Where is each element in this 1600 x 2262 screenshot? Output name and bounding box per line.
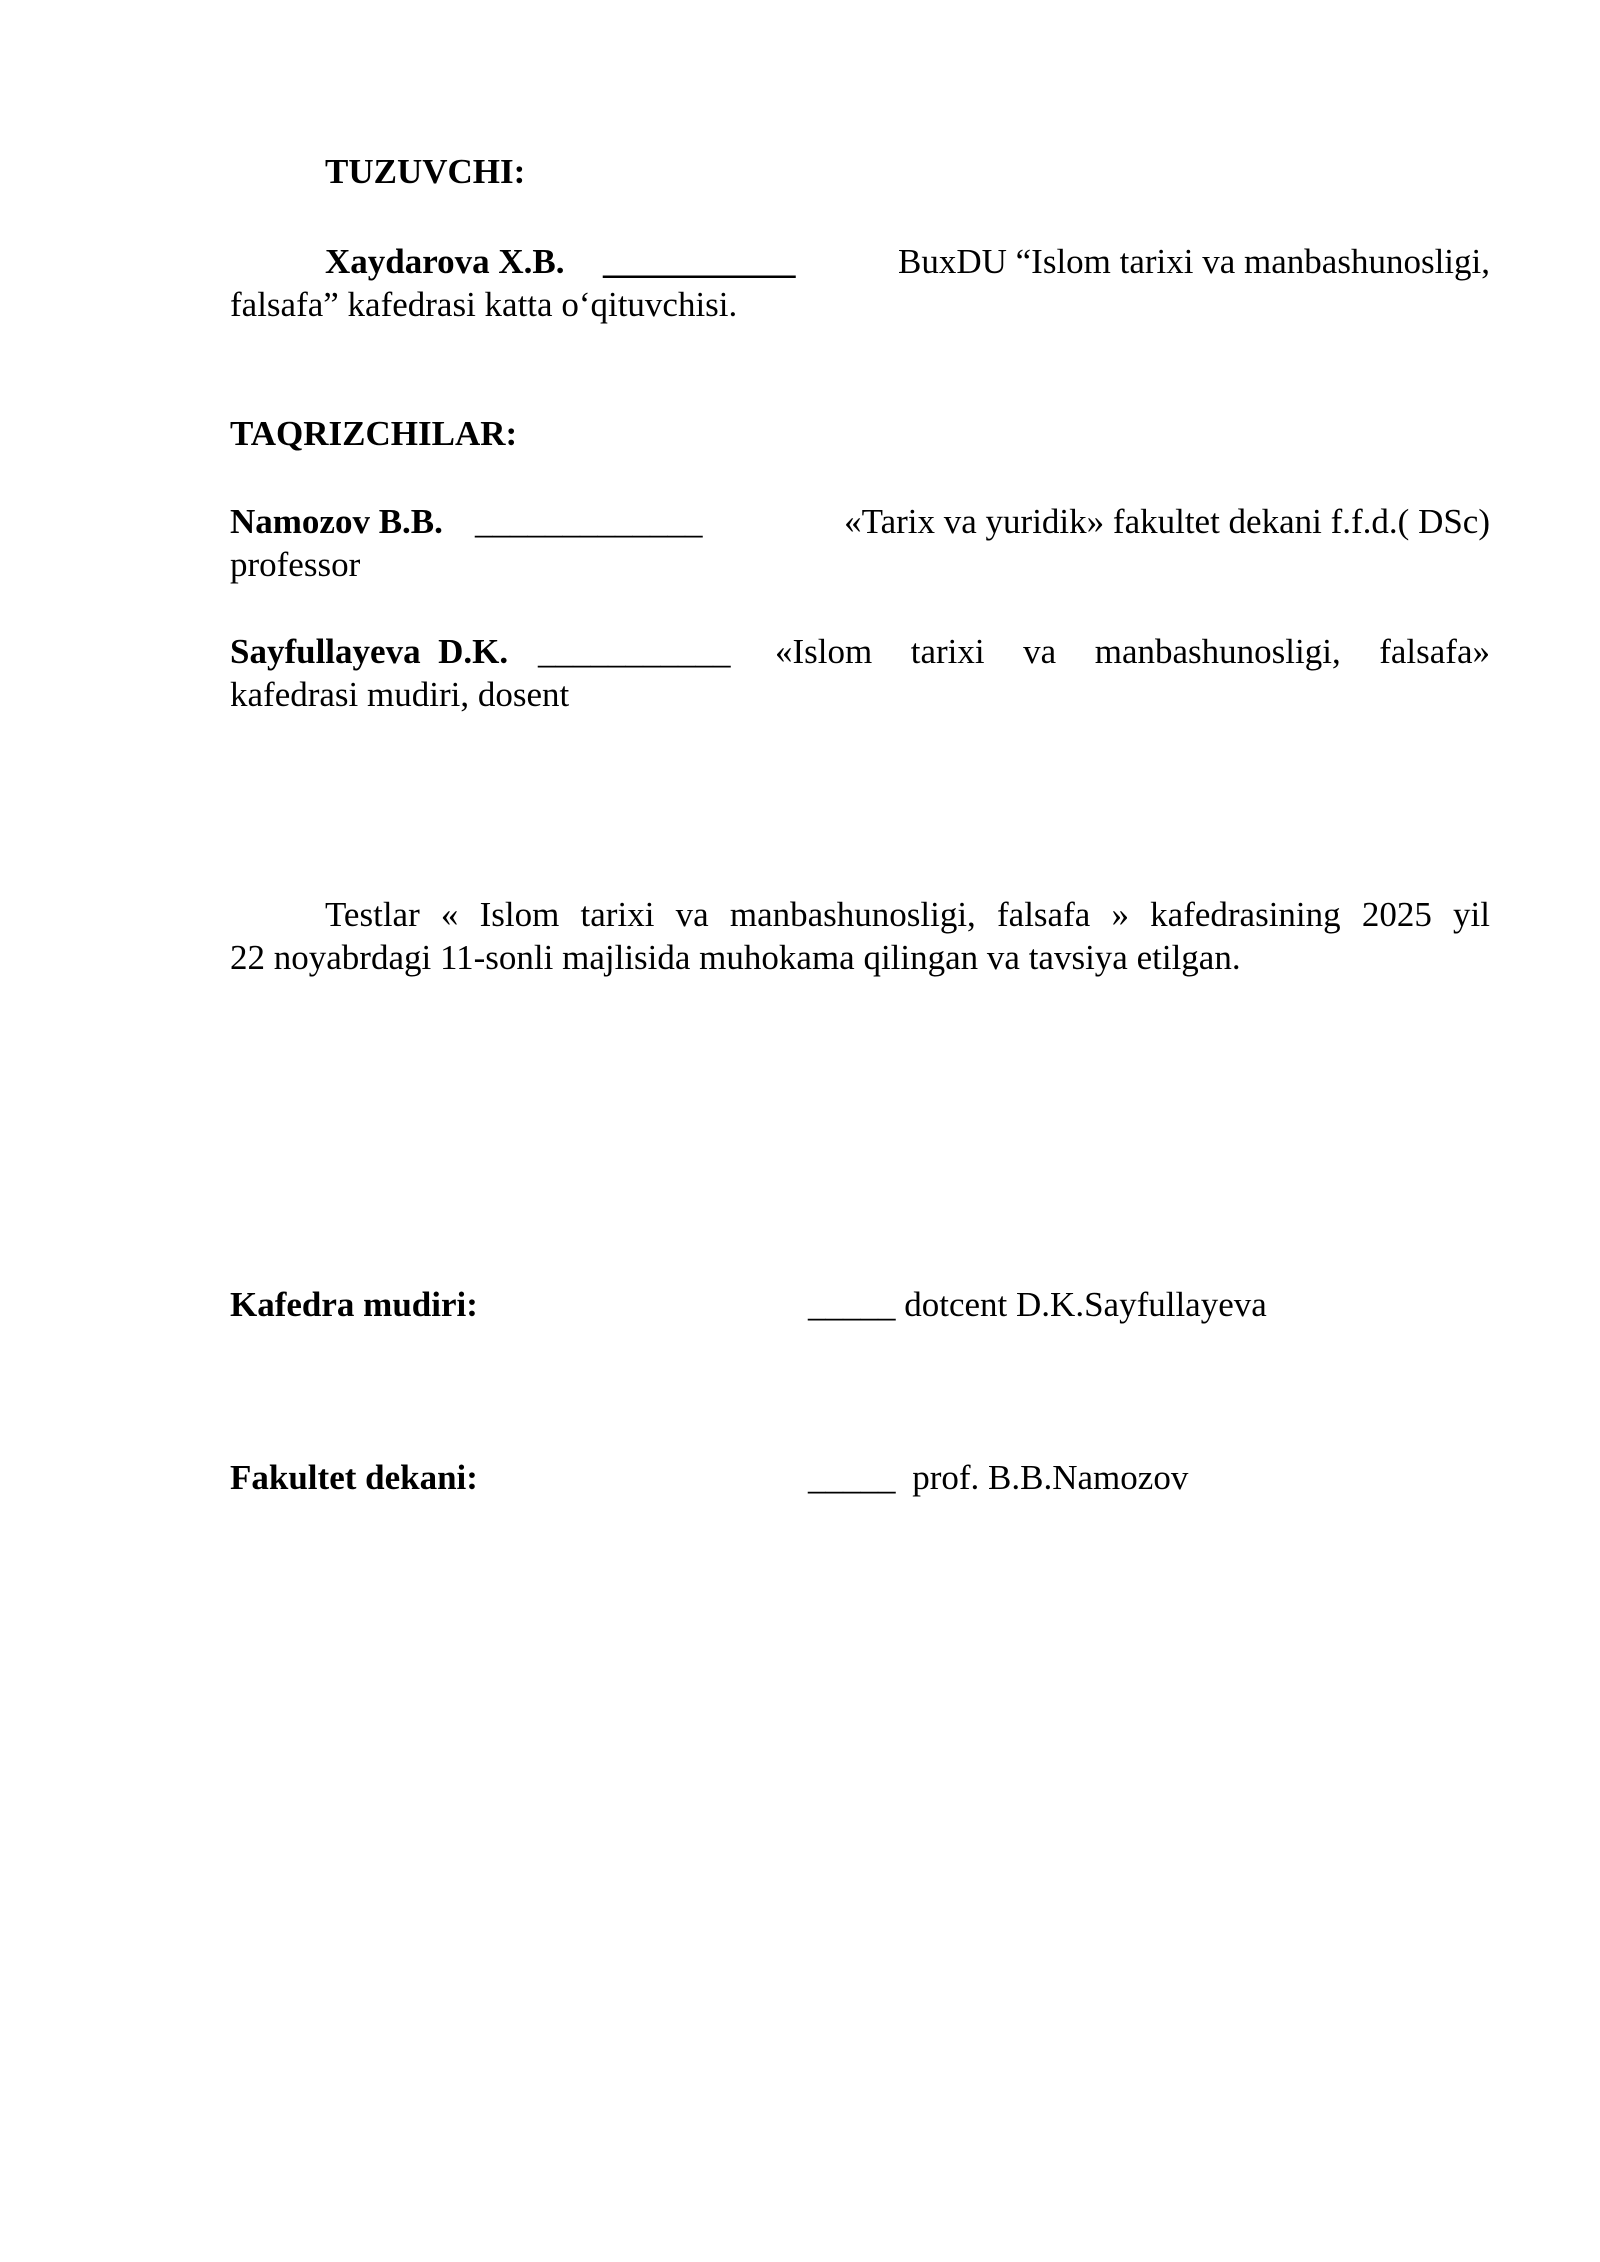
approval-line1: Testlar « Islom tarixi va manbashunosligi, falsafa » kafedrasining 2025 yil — [325, 895, 1490, 934]
head-of-department-blank: _____ — [808, 1285, 896, 1324]
reviewer-2-name: Sayfullayeva D.K. — [230, 632, 509, 671]
dean-blank: _____ — [808, 1458, 896, 1497]
reviewer-2-description-line1: «Islom tarixi va manbashunosligi, falsafa» — [775, 632, 1490, 671]
head-of-department-signature — [808, 1283, 1267, 1326]
compiler-heading: TUZUVCHI: — [325, 152, 526, 191]
compiler-description-line2: falsafa” kafedrasi katta o‘qituvchisi. — [230, 285, 738, 324]
head-of-department-title: Kafedra mudiri: — [230, 1285, 478, 1324]
dean-person: prof. B.B.Namozov — [912, 1458, 1189, 1497]
reviewer-1-description-line2: professor — [230, 545, 361, 584]
compiler-name: Xaydarova X.B. — [325, 242, 565, 281]
reviewer-1-line — [230, 500, 1490, 543]
head-of-department-person: dotcent D.K.Sayfullayeva — [904, 1285, 1267, 1324]
compiler-line — [325, 240, 1490, 283]
reviewer-1-name: Namozov B.B. — [230, 502, 443, 541]
dean-title: Fakultet dekani: — [230, 1458, 478, 1497]
reviewer-1-description-line1: «Tarix va yuridik» fakultet dekani f.f.d.( DSc) — [844, 502, 1490, 541]
compiler-signature-blank: ___________ — [603, 242, 796, 281]
reviewer-1-signature-blank: _____________ — [475, 502, 703, 541]
compiler-description-line1: BuxDU “Islom tarixi va manbashunosligi, — [897, 242, 1490, 281]
approval-line2: 22 noyabrdagi 11-sonli majlisida muhokama qilingan va tavsiya etilgan. — [230, 938, 1241, 977]
dean-signature — [808, 1456, 1188, 1499]
reviewers-heading: TAQRIZCHILAR: — [230, 414, 518, 453]
reviewer-2-description-line2: kafedrasi mudiri, dosent — [230, 675, 570, 714]
reviewer-2-signature-blank: ___________ — [538, 632, 731, 671]
reviewer-2-line — [230, 630, 1490, 673]
